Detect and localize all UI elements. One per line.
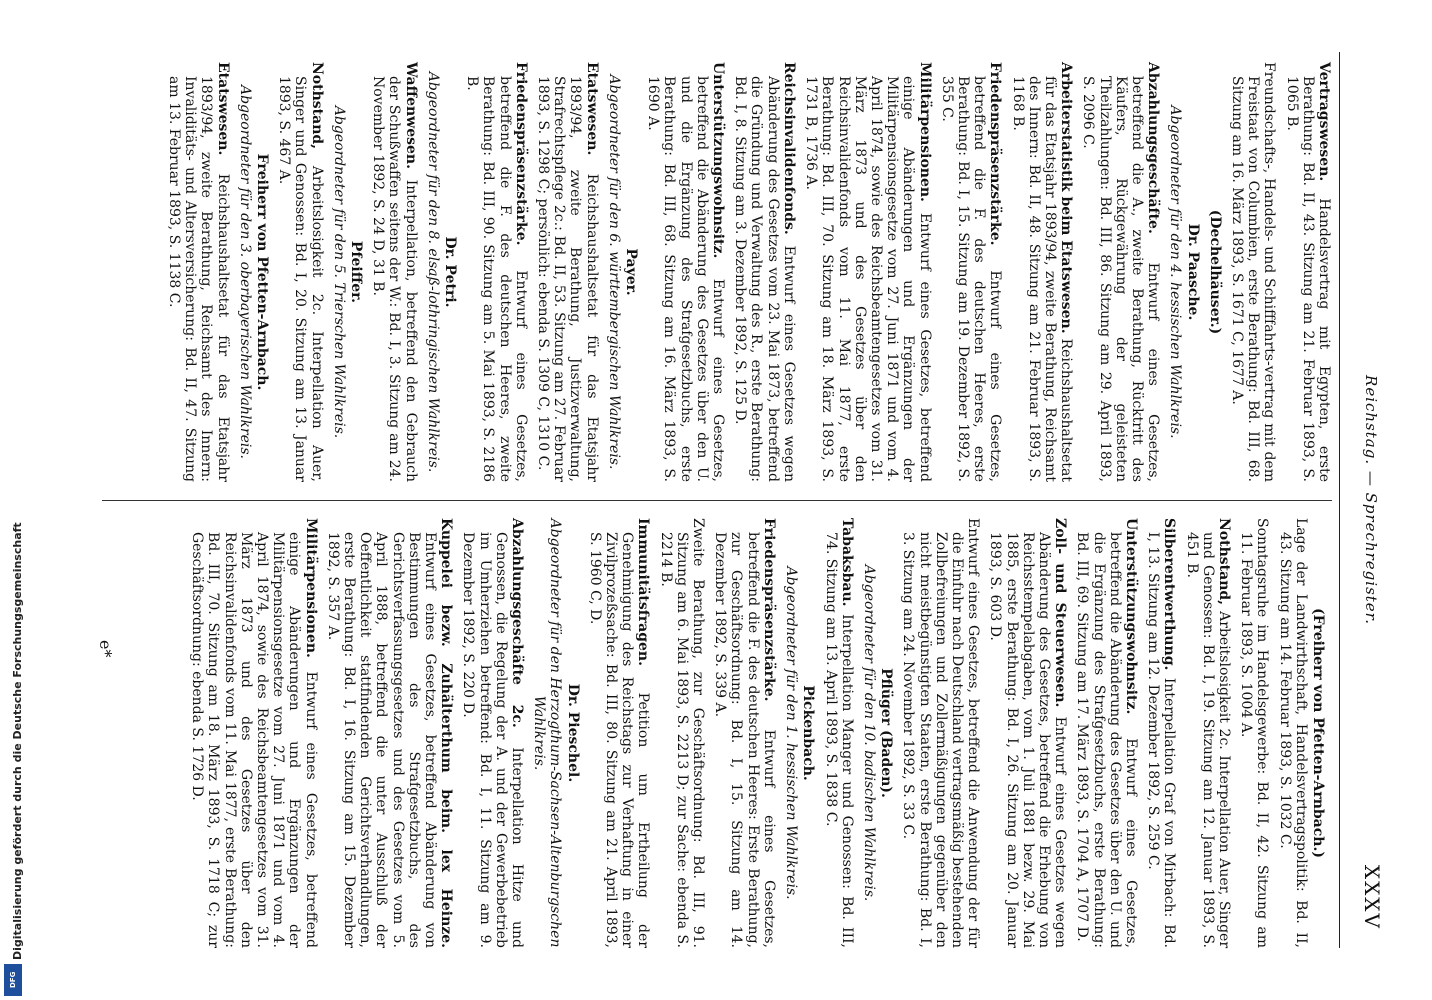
- entry-text: Entwurf eines Gesetzes, betreffend einige Abänderungen und Ergänzungen der Militärpensionsgesetze vom 27. Juni 1871 und vom 4. April 1874, sowie des Reichsbeamtengesetzes vom 31. März 1873 und des Gesetzes über den Reichsinvalidenfonds vom 11. Mai 1877, erste Berathung: Bd. III, 70. Sitzung am 18. März 1893, S. 1731 B, 1736 A.: [803, 76, 933, 482]
- register-entry: [900, 518, 981, 948]
- register-entry: [460, 518, 525, 948]
- register-entry: [1145, 518, 1177, 948]
- entry-text: Lage der Landwirthschaft, Handelsvertragspolitik: Bd. II, 43. Sitzung am 14. Februar 1893, S. 1032 C.: [1276, 518, 1309, 948]
- register-entry: [987, 518, 1068, 948]
- entry-text: Entwurf eines Gesetzes wegen Abänderung des Gesetzes vom 23. Mai 1873, betreffend die Gründung und Verwaltung des R., erste Berathung: Bd. I, 8. Sitzung am 3. Dezember 1892, S. 125 D.: [732, 76, 797, 483]
- entry-topic: Etatswesen.: [583, 62, 600, 156]
- entry-topic: Tabaksbau.: [838, 518, 855, 607]
- constituency-line: Abgeordneter für den 1. hessischen Wahlkreis.: [783, 566, 800, 900]
- entry-topic: Vertragswesen.: [1316, 62, 1332, 182]
- register-entry: [370, 62, 419, 482]
- entry-topic: Nothstand,: [308, 62, 325, 150]
- entry-topic: Etatswesen.: [214, 62, 231, 156]
- constituency-line: Abgeordneter für den 8. elsaß-lothringischen Wahlkreis.: [424, 71, 441, 473]
- entry-text: Interpellation Hitze und Genossen, die Regelung der A. und der Gewerbebetrieb im Umherziehen betreffend: Bd. I, 11. Sitzung am 9. Dezember 1892, S. 220 D.: [460, 532, 526, 948]
- speaker-name: Payer.: [623, 248, 640, 296]
- entry-text: Petition um Ertheilung der Genehmigung des Reichstags zur Verhaftung in einer Zivilprozeßsache: Bd. III, 80. Sitzung am 21. April 1893, S. 1960 C, D.: [586, 532, 652, 948]
- entry-topic: Unterstützungswohnsitz.: [710, 62, 727, 259]
- constituency-line: Abgeordneter für den 10. badischen Wahlkreis.: [860, 564, 877, 902]
- speaker-name: Pfeiffer.: [348, 240, 365, 304]
- entry-text: Reichshaushaltsetat für das Etatsjahr 1893/94, zweite Berathung, Reichsamt des Innern: Bd. II, 48. Sitzung am 21. Februar 1893, S. 1168 B.: [1009, 76, 1075, 483]
- entry-topic: Kuppelei bezw. Zuhälterthum beim. lex Heinze.: [438, 518, 455, 948]
- entry-text: Entwurf eines Gesetzes, betreffend die A., zweite Berathung, Rücktritt des Käufers, Rückgewährung der geleisteten Theilzahlungen: Bd. III, 86. Sitzung am 29. April 1893, S. 2096 C.: [1080, 76, 1162, 483]
- constituency-line: Abgeordneter für den 5. Trierschen Wahlkreis.: [330, 105, 347, 439]
- entry-text: Entwurf eines Gesetzes, betreffend die Abänderung des Gesetzes über den U. und die Ergänzung des Strafgesetzbuchs, erste Berathung: Bd. III, 68. Sitzung am 16. März 1893, S. 1690 A.: [645, 76, 727, 482]
- register-entry: [645, 62, 726, 482]
- entry-text: Sonntagsruhe im Handelsgewerbe: Bd. II, 42. Sitzung am 11. Februar 1893, S. 1004 A.: [1238, 518, 1271, 948]
- entry-text: Arbeitslosigkeit 2c. Interpellation Auer, Singer und Genossen: Bd. I, 19. Sitzung am 12. Januar 1893, S. 451 B.: [1183, 532, 1232, 949]
- entry-topic: Friedenspräsenzstärke.: [987, 62, 1004, 246]
- constituency-line: Abgeordneter für den 3. oberbayerischen Wahlkreis.: [236, 84, 253, 460]
- speaker-name: Freiherr von Pfetten-Arnbach.: [254, 153, 271, 391]
- entry-topic: Militärpensionen.: [302, 518, 319, 658]
- register-entry: [1229, 62, 1278, 482]
- constituency-line: Abgeordneter für den 6. württembergischen Wahlkreis.: [605, 74, 622, 470]
- entry-text: Handelsvertrag mit Egypten, erste Berathung: Bd. II, 43. Sitzung am 21. Februar 1893, S. 1065 B.: [1283, 76, 1332, 483]
- constituency-line: Abgeordneter für den Herzogthum-Sachsen-Altenburgschen Wahlkreis.: [531, 518, 564, 948]
- register-entry: [657, 518, 706, 948]
- entry-text: Entwurf eines Gesetzes, betreffend die F. des deutschen Heeres, zweite Berathung: Bd. III, 90. Sitzung am 5. Mai 1893, S. 2186 B.: [464, 76, 529, 483]
- entry-text: Reichshaushaltsetat für das Etatsjahr 1893/94, zweite Berathung, Reichsamt des Innern: Invaliditäts- und Altersversicherung: Bd. II, 47. Sitzung am 13. Februar 1893, S. 1138 C.: [166, 76, 231, 482]
- entry-text: Entwurf eines Gesetzes, betreffend Abänderung von Bestimmungen des Strafgesetzbuchs, des Gerichtsverfassungsgesetzes und des Gesetzes vom 5. April 1888, betreffend die unter Ausschluß der Oeffentlichkeit stattfindenden Gerichtsverhandlungen, erste Berathung: Bd. I, 16. Sitzung am 15. Dezember 1892, S. 357 A.: [324, 532, 439, 948]
- register-entry: [712, 518, 777, 948]
- speaker-name: Dr. Pieschel.: [564, 683, 581, 783]
- register-entry: [166, 62, 231, 482]
- speaker-name: (Freiherr von Pfetten-Arnbach.): [1310, 608, 1326, 858]
- register-entry: [1183, 518, 1232, 948]
- entry-text: Reichshaushaltsetat für das Etatsjahr 1893/94, zweite Berathung, Justizverwaltung, Strafrechtspflege 2c.: Bd. II, 53. Sitzung am 27. Februar 1893, S. 1298 C; persönlich: ebenda S. 1309 C, 1310 C.: [535, 76, 600, 482]
- entry-topic: Nothstand,: [1215, 518, 1232, 606]
- register-entry: [1283, 62, 1332, 482]
- running-head: Reichstag. — Sprechregister.: [1362, 375, 1380, 625]
- credit-text: Digitalisierung gefördert durch die Deutsche Forschungsgemeinschaft: [11, 522, 24, 960]
- entry-topic: Militärpensionen.: [916, 62, 933, 202]
- digitization-sidebar: [0, 0, 26, 1000]
- register-entry: [1238, 518, 1270, 948]
- entry-text: Entwurf eines Gesetzes, betreffend die Anwendung der für die Einfuhr nach Deutschland vertragsmäßig bestehenden Zollbefreiungen und Zollermäßigungen gegenüber den nicht meistbegünstigten Staaten, erste Berathung: Bd. I, 3. Sitzung am 24. November 1892, S. 33 C.: [900, 518, 982, 948]
- entry-text: Entwurf eines Gesetzes, betreffend die F. des deutschen Heeres: Erste Berathung, zur Geschäftsordnung: Bd. I, 15. Sitzung am 14. Dezember 1892, S. 339 A.: [712, 532, 777, 948]
- entry-topic: Silberentwerthung.: [1161, 518, 1178, 671]
- entry-text: Interpellation Manger und Genossen: Bd. III, 74. Sitzung am 13. April 1893, S. 1838 C.: [822, 532, 855, 949]
- entry-topic: Abzahlungsgeschäfte.: [1145, 62, 1162, 234]
- register-entry: [1276, 518, 1308, 948]
- speaker-name: (Dechelhäuser.): [1206, 209, 1223, 335]
- register-entry: [535, 62, 600, 482]
- entry-text: Entwurf eines Gesetzes, betreffend die F. des deutschen Heeres, erste Berathung: Bd. I, 15. Sitzung am 19. Dezember 1892, S. 355 C.: [938, 76, 1004, 483]
- register-entry: [1009, 62, 1074, 482]
- entry-topic: Immunitätsfragen.: [635, 518, 652, 666]
- header-rule: [1339, 52, 1340, 948]
- register-entry: [803, 62, 933, 482]
- entry-topic: Arbeiterstatistik beim Etatswesen.: [1058, 62, 1075, 334]
- register-entry: [939, 62, 1004, 482]
- entry-text: Freundschafts-, Handels- und Schifffahrts-vertrag mit dem Freistaat von Columbien, erste Berathung: Bd. III, 68. Sitzung am 16. März 1893, S. 1671 C, 1677 A.: [1228, 62, 1278, 482]
- entry-topic: Unterstützungswohnsitz.: [1122, 518, 1139, 715]
- right-column: [183, 518, 1332, 948]
- constituency-line: Abgeordneter für den 4. hessischen Wahlkreis.: [1167, 105, 1184, 439]
- speaker-name: Pflüger (Baden).: [878, 668, 895, 798]
- register-entry: [464, 62, 529, 482]
- entry-text: Interpellation, betreffend den Gebrauch der Schußwaffen seitens der W.: Bd. I, 3. Sitzung am 24. November 1892, S. 24 D, 31 B.: [370, 76, 419, 482]
- register-entry: [276, 62, 325, 482]
- page-number: XXXV: [1360, 864, 1384, 930]
- register-entry: [189, 518, 319, 948]
- register-entry: [822, 518, 854, 948]
- entry-topic: Friedenspräsenzstärke.: [760, 518, 777, 702]
- entry-topic: Abzahlungsgeschäfte 2c.: [509, 518, 526, 728]
- speaker-name: Pickenbach.: [800, 685, 817, 781]
- entry-text: Entwurf eines Gesetzes wegen Abänderung des Gesetzes, betreffend die Erhebung von Reichsstempelabgaben, vom 1. Juli 1881 bezw. 29. Mai 1885, erste Berathung: Bd. I, 26. Sitzung am 20. Januar 1893, S. 603 D.: [987, 532, 1069, 949]
- register-entry: [587, 518, 652, 948]
- entry-topic: Waffenwesen.: [402, 62, 419, 169]
- entry-topic: Friedenspräsenzstärke.: [512, 62, 529, 246]
- entry-text: Interpellation Graf von Mirbach: Bd. I, 13. Sitzung am 12. Dezember 1892, S. 259 C.: [1145, 532, 1178, 948]
- entry-topic: Zoll- und Steuerwesen.: [1052, 518, 1069, 708]
- speaker-name: Dr. Paasche.: [1184, 223, 1201, 321]
- left-column: [160, 62, 1332, 482]
- register-entry: [325, 518, 455, 948]
- entry-text: Arbeitslosigkeit 2c. Interpellation Auer, Singer und Genossen: Bd. I, 20. Sitzung am 13. Januar 1893, S. 467 A.: [276, 76, 325, 483]
- entry-text: Entwurf eines Gesetzes, betreffend einige Abänderungen und Ergänzungen der Militärpensionsgesetze vom 27. Juni 1871 und vom 4. April 1874, sowie des Reichsbeamtengesetzes vom 31. März 1873 und des Gesetzes über den Reichsinvalidenfonds vom 11. Mai 1877, erste Berathung: Bd. III, 70. Sitzung am 18. März 1893, S. 1718 C; zur Geschäftsordnung: ebenda S. 1726 D.: [189, 532, 319, 948]
- speaker-name: Dr. Petri.: [442, 236, 459, 308]
- register-entry: [732, 62, 797, 482]
- entry-text: Entwurf eines Gesetzes, betreffend die Abänderung des Gesetzes über den U. und die Ergänzung des Strafgesetzbuchs, erste Berathung: Bd. III, 69. Sitzung am 17. März 1893, S. 1704 A, 1707 D.: [1074, 532, 1139, 949]
- register-entry: [1074, 518, 1139, 948]
- entry-topic: Reichsinvalidenfonds.: [780, 62, 797, 235]
- entry-text: Zweite Berathung, zur Geschäftsordnung: Bd. III, 91. Sitzung am 6. Mai 1893, S. 2213 D; zur Sache: ebenda S. 2214 B.: [657, 518, 707, 948]
- signature-mark: e*: [96, 640, 115, 658]
- register-entry: [1080, 62, 1161, 482]
- dfg-logo-icon: DFG: [4, 964, 22, 996]
- column-divider: [102, 500, 1332, 501]
